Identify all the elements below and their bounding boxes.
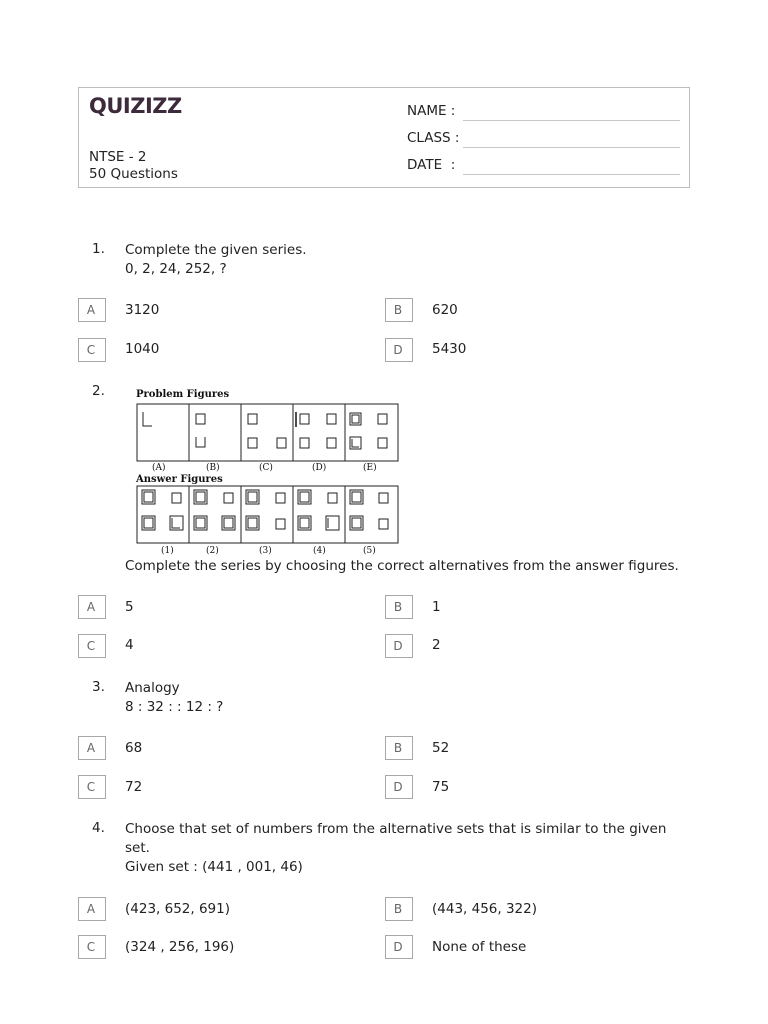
question-number: 3. bbox=[92, 679, 105, 695]
worksheet-header bbox=[78, 87, 690, 188]
option-a-box[interactable]: A bbox=[78, 897, 106, 921]
option-a-text: (423, 652, 691) bbox=[125, 901, 231, 917]
question-count: 50 Questions bbox=[89, 166, 178, 182]
problem-label-d: (D) bbox=[312, 463, 327, 473]
name-field[interactable] bbox=[463, 120, 680, 121]
answer-label-2: (2) bbox=[206, 546, 219, 555]
question-number: 2. bbox=[92, 383, 105, 399]
option-d-text: 75 bbox=[432, 779, 450, 795]
option-c-box[interactable]: C bbox=[78, 935, 106, 959]
question-number: 4. bbox=[92, 820, 105, 836]
option-d-text: None of these bbox=[432, 939, 527, 955]
problem-label-a: (A) bbox=[152, 463, 166, 473]
problem-label-e: (E) bbox=[363, 463, 377, 473]
answer-label-5: (5) bbox=[363, 546, 376, 555]
option-b-box[interactable]: B bbox=[385, 595, 413, 619]
option-c-box[interactable]: C bbox=[78, 338, 106, 362]
problem-label-c: (C) bbox=[259, 463, 273, 473]
option-a-text: 3120 bbox=[125, 302, 160, 318]
problem-label-b: (B) bbox=[206, 463, 220, 473]
date-field[interactable] bbox=[463, 174, 680, 175]
option-a-box[interactable]: A bbox=[78, 736, 106, 760]
option-b-text: 620 bbox=[432, 302, 458, 318]
option-c-text: 72 bbox=[125, 779, 143, 795]
option-b-text: 52 bbox=[432, 740, 450, 756]
option-c-text: 1040 bbox=[125, 341, 160, 357]
option-a-text: 5 bbox=[125, 599, 134, 615]
series-figure bbox=[134, 383, 402, 555]
option-d-box[interactable]: D bbox=[385, 935, 413, 959]
option-b-box[interactable]: B bbox=[385, 298, 413, 322]
option-a-text: 68 bbox=[125, 740, 143, 756]
question-text: Complete the series by choosing the correct alternatives from the answer figures. bbox=[125, 558, 679, 574]
class-label: CLASS : bbox=[407, 130, 460, 146]
option-c-text: (324 , 256, 196) bbox=[125, 939, 235, 955]
option-a-box[interactable]: A bbox=[78, 298, 106, 322]
answer-label-4: (4) bbox=[313, 546, 326, 555]
answer-grid bbox=[137, 486, 398, 543]
option-d-text: 5430 bbox=[432, 341, 467, 357]
question-text: Complete the given series. 0, 2, 24, 252, ? bbox=[125, 242, 307, 277]
class-field[interactable] bbox=[463, 147, 680, 148]
name-label: NAME : bbox=[407, 103, 456, 119]
answer-label-1: (1) bbox=[161, 546, 174, 555]
option-d-box[interactable]: D bbox=[385, 634, 413, 658]
option-b-box[interactable]: B bbox=[385, 897, 413, 921]
option-b-text: (443, 456, 322) bbox=[432, 901, 538, 917]
quizizz-logo: QUIZIZZ bbox=[89, 94, 182, 118]
date-label: DATE : bbox=[407, 157, 456, 173]
option-d-box[interactable]: D bbox=[385, 775, 413, 799]
option-a-box[interactable]: A bbox=[78, 595, 106, 619]
option-d-box[interactable]: D bbox=[385, 338, 413, 362]
answer-label-3: (3) bbox=[259, 546, 272, 555]
problem-figures-title: Problem Figures bbox=[136, 389, 230, 400]
quiz-title: NTSE - 2 bbox=[89, 149, 147, 165]
option-d-text: 2 bbox=[432, 637, 441, 653]
question-text: Choose that set of numbers from the alternative sets that is similar to the given set. Given set : (441 , 001, 46) bbox=[125, 821, 667, 875]
question-number: 1. bbox=[92, 241, 105, 257]
option-c-box[interactable]: C bbox=[78, 634, 106, 658]
question-text: Analogy 8 : 32 : : 12 : ? bbox=[125, 680, 224, 715]
option-b-text: 1 bbox=[432, 599, 441, 615]
option-c-text: 4 bbox=[125, 637, 134, 653]
option-b-box[interactable]: B bbox=[385, 736, 413, 760]
option-c-box[interactable]: C bbox=[78, 775, 106, 799]
answer-figures-title: Answer Figures bbox=[136, 474, 223, 485]
